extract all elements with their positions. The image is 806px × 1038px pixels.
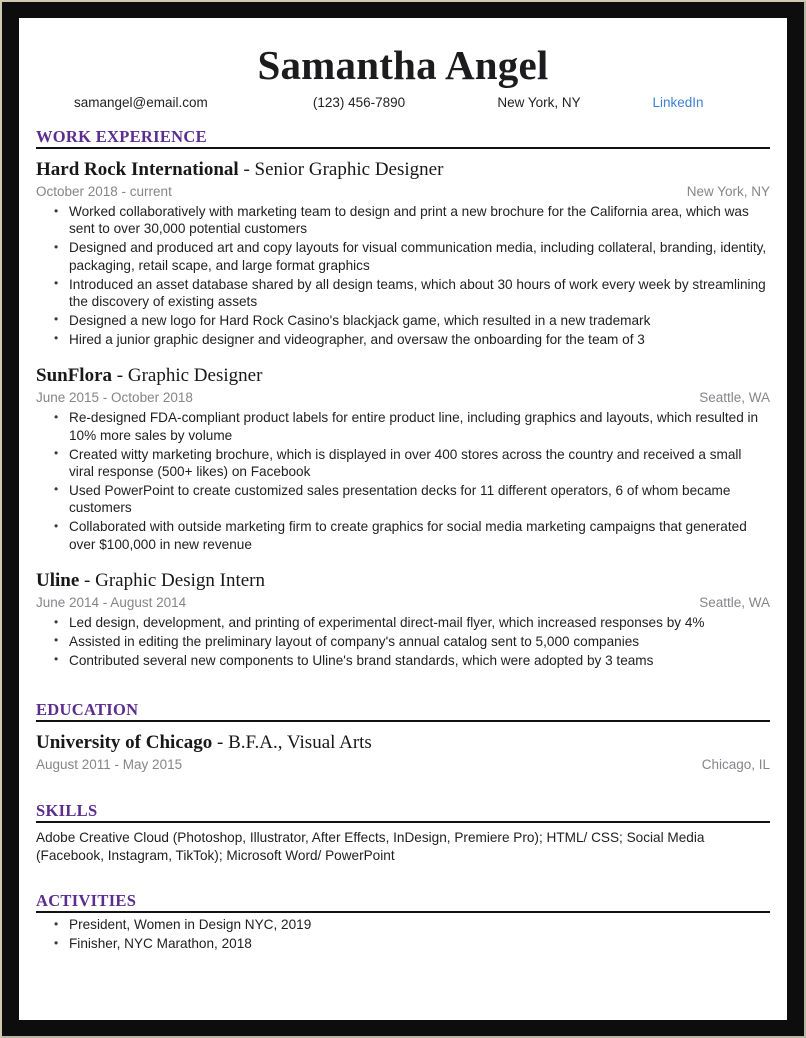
bullet-item: • Collaborated with outside marketing firm to create graphics for social media marketing campaigns that generated over $100,000 in new revenue	[36, 518, 770, 553]
entry-organization: SunFlora	[36, 365, 113, 387]
section-education	[36, 700, 770, 773]
contact-row	[36, 95, 770, 110]
entry-location: Seattle, WA	[699, 595, 770, 610]
entry-heading	[36, 158, 770, 182]
section-divider	[36, 720, 770, 722]
entry-organization: University of Chicago	[36, 732, 213, 754]
entry-role: Graphic Designer	[127, 365, 263, 387]
entry-role: Senior Graphic Designer	[254, 159, 444, 180]
section-work-experience	[36, 127, 770, 669]
section-divider	[36, 821, 770, 823]
entry-location: New York, NY	[686, 184, 770, 199]
linkedin-link[interactable]: LinkedIn	[652, 95, 704, 110]
contact-location: New York, NY	[497, 95, 581, 110]
work-entry	[36, 364, 770, 553]
bullet-item: • Contributed several new components to Uline's brand standards, which were adopted by 3 teams	[36, 652, 770, 669]
section-skills	[36, 801, 770, 865]
activities-bullets	[36, 916, 770, 952]
entry-heading	[36, 731, 770, 755]
entry-dates: August 2011 - May 2015	[36, 757, 183, 773]
bullet-item: • Led design, development, and printing of experimental direct-mail flyer, which increased responses by 4%	[36, 614, 770, 631]
section-divider	[36, 911, 770, 913]
contact-email: samangel@email.com	[74, 95, 208, 110]
entry-heading	[36, 569, 770, 593]
bullet-item: • Finisher, NYC Marathon, 2018	[36, 935, 770, 952]
bullet-item: • Designed and produced art and copy layouts for visual communication media, including collateral, branding, identity, packaging, retail scape, and large format graphics	[36, 239, 770, 274]
section-activities	[36, 891, 770, 952]
bullet-item: • Used PowerPoint to create customized sales presentation decks for 11 different operators, 6 of whom became customers	[36, 482, 770, 517]
entry-meta	[36, 183, 770, 200]
entry-separator: -	[212, 732, 229, 754]
section-divider	[36, 147, 770, 149]
entry-location: Chicago, IL	[701, 757, 770, 773]
bullet-item: • Introduced an asset database shared by all design teams, which about 30 hours of work every week by streamlining the discovery of existing assets	[36, 276, 770, 311]
section-title-activities: ACTIVITIES	[36, 891, 137, 911]
education-entry	[36, 731, 770, 773]
entry-separator: -	[79, 570, 96, 591]
entry-meta	[36, 594, 770, 611]
skills-body: Adobe Creative Cloud (Photoshop, Illustrator, After Effects, InDesign, Premiere Pro); HTML/ CSS; Social Media (Facebook, Instagram, TikTok); Microsoft Word/ PowerPoint	[36, 830, 705, 864]
resume-header	[36, 41, 770, 110]
entry-dates: June 2015 - October 2018	[36, 390, 193, 406]
entry-heading	[36, 364, 770, 388]
bullet-item: • Hired a junior graphic designer and videographer, and oversaw the onboarding for the team of 3	[36, 331, 770, 348]
entry-bullets	[36, 614, 770, 669]
candidate-name: Samantha Angel	[257, 42, 549, 88]
entry-separator: -	[238, 159, 255, 180]
bullet-item: • Re-designed FDA-compliant product labels for entire product line, including graphics and layouts, which resulted in 10% more sales by volume	[36, 409, 770, 444]
entry-location: Seattle, WA	[699, 390, 770, 406]
work-entry	[36, 569, 770, 669]
entry-dates: October 2018 - current	[36, 184, 172, 199]
entry-bullets	[36, 409, 770, 553]
entry-meta	[36, 756, 770, 773]
entry-organization: Uline	[36, 570, 80, 591]
entry-role: Graphic Design Intern	[95, 570, 265, 591]
bullet-item: • Worked collaboratively with marketing team to design and print a new brochure for the California area, which was sent to over 30,000 potential customers	[36, 203, 770, 238]
bullet-item: • Created witty marketing brochure, which is displayed in over 400 stores across the country and received a small viral response (500+ likes) on Facebook	[36, 446, 770, 481]
entry-organization: Hard Rock International	[36, 159, 239, 180]
bullet-item: • President, Women in Design NYC, 2019	[36, 916, 770, 933]
section-title-skills: SKILLS	[36, 801, 98, 821]
bullet-item: • Designed a new logo for Hard Rock Casino's blackjack game, which resulted in a new trademark	[36, 312, 770, 329]
section-title-work: WORK EXPERIENCE	[36, 127, 207, 146]
entry-degree: B.F.A., Visual Arts	[228, 732, 372, 754]
entry-dates: June 2014 - August 2014	[36, 595, 187, 610]
entry-bullets	[36, 203, 770, 348]
contact-phone: (123) 456-7890	[312, 95, 406, 110]
resume-document	[19, 18, 787, 1020]
entry-separator: -	[112, 365, 128, 387]
section-title-education: EDUCATION	[36, 700, 139, 720]
entry-meta	[36, 389, 770, 406]
bullet-item: • Assisted in editing the preliminary layout of company's annual catalog sent to 5,000 companies	[36, 633, 770, 650]
work-entry	[36, 158, 770, 348]
